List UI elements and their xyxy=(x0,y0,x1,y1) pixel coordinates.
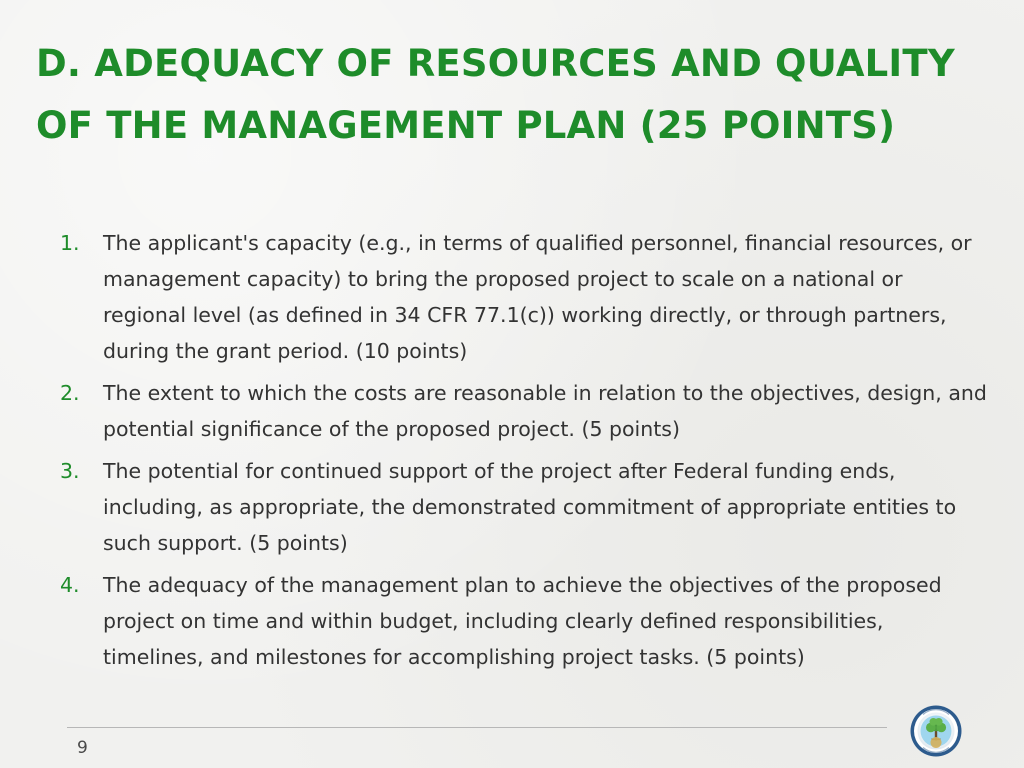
footer-divider xyxy=(67,727,887,728)
criteria-number: 4. xyxy=(60,573,80,597)
criteria-number: 1. xyxy=(60,231,80,255)
criteria-text: The potential for continued support of the project after Federal funding ends, including, as appropriate, the demonstrated commitment of appropriate entities to such support. (5 points) xyxy=(103,459,957,555)
criteria-number: 3. xyxy=(60,459,80,483)
criteria-text: The applicant's capacity (e.g., in terms of qualified personnel, financial resources, or management capacity) to bring the proposed project to scale on a national or regional level (as defined in 34 CFR 77.1(c)) working directly, or through partners, during the grant period. (10 points) xyxy=(103,231,972,363)
criteria-list xyxy=(60,225,990,681)
department-seal-icon xyxy=(909,704,963,758)
criteria-item xyxy=(60,225,990,369)
criteria-item xyxy=(60,567,990,675)
criteria-text: The extent to which the costs are reasonable in relation to the objectives, design, and potential significance of the proposed project. (5 points) xyxy=(103,381,987,441)
slide-title: D. ADEQUACY OF RESOURCES AND QUALITY OF THE MANAGEMENT PLAN (25 POINTS) xyxy=(36,42,955,147)
criteria-item xyxy=(60,453,990,561)
criteria-number: 2. xyxy=(60,381,80,405)
criteria-item xyxy=(60,375,990,447)
criteria-text: The adequacy of the management plan to achieve the objectives of the proposed project on time and within budget, including clearly defined responsibilities, timelines, and milestones for accomplishing project tasks. (5 points) xyxy=(103,573,942,669)
page-number: 9 xyxy=(77,738,88,758)
